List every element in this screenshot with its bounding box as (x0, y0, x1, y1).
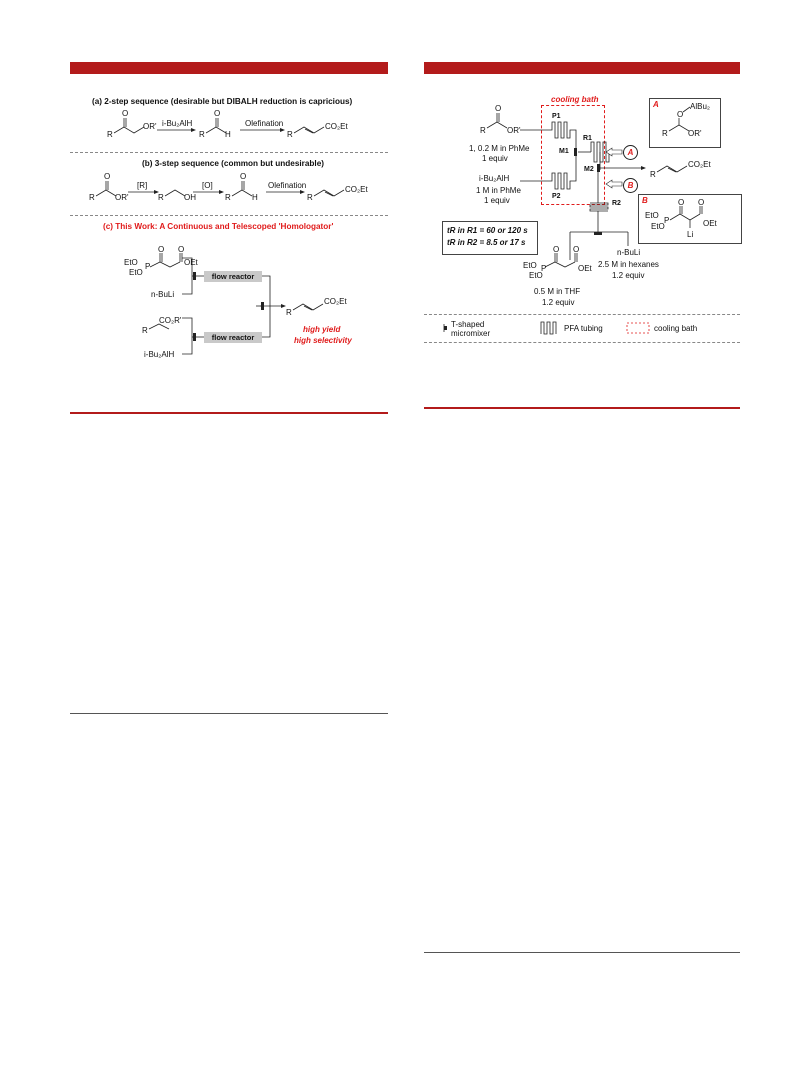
b-ester-o: O (104, 172, 111, 181)
phos-o2: O (573, 245, 580, 254)
box-b-eto1: EtO (645, 211, 659, 220)
b-ald-h: H (252, 193, 258, 202)
b-ester-or: OR' (115, 193, 129, 202)
b-reagent-r: [R] (137, 181, 148, 190)
feed-ester-conc: 1, 0.2 M in PhMe (469, 144, 530, 153)
circle-b: B (623, 178, 638, 193)
flow-reactor-2: flow reactor (204, 332, 262, 343)
box-a-label: A (653, 100, 659, 109)
c-oet: OEt (184, 258, 198, 267)
b-alc-oh: OH (184, 193, 196, 202)
a-olefination: Olefination (245, 119, 284, 128)
box-b-label: B (642, 196, 648, 205)
phos-o1: O (553, 245, 560, 254)
c-o1: O (158, 245, 165, 254)
a-prod-r: R (287, 130, 293, 139)
b-reagent-o: [O] (202, 181, 213, 190)
feed-dibal-name: i-Bu₂AlH (479, 174, 510, 183)
b-ald-o: O (240, 172, 247, 181)
buli-equiv: 1.2 equiv (612, 271, 645, 280)
feed-ester-equiv: 1 equiv (482, 154, 508, 163)
label-r2: R2 (612, 200, 621, 207)
box-b-oet: OEt (703, 219, 717, 228)
a-ester-or: OR' (143, 122, 157, 131)
b-ald-r: R (225, 193, 231, 202)
b-ester-r: R (89, 193, 95, 202)
a-ald-h: H (225, 130, 231, 139)
b-alc-r: R (158, 193, 164, 202)
box-b-eto2: EtO (651, 222, 665, 231)
c-prod-co2et: CO₂Et (324, 297, 347, 306)
c-eto2: EtO (129, 268, 143, 277)
flow-reactor-1: flow reactor (204, 271, 262, 282)
left-heading-a: (a) 2-step sequence (desirable but DIBALH reduction is capricious) (92, 97, 353, 106)
c-o2: O (178, 245, 185, 254)
right-prod-co2et: CO₂Et (688, 160, 711, 169)
label-r1: R1 (583, 135, 592, 142)
feed-dibal-conc: 1 M in PhMe (476, 186, 521, 195)
label-m2: M2 (584, 166, 594, 173)
feed-dibal-equiv: 1 equiv (484, 196, 510, 205)
circle-a: A (623, 145, 638, 160)
c-co2r: CO₂R' (159, 316, 182, 325)
a-ald-r: R (199, 130, 205, 139)
a-reagent: i-Bu₂AlH (162, 119, 193, 128)
c-ester-r: R (142, 326, 148, 335)
left-heading-c: (c) This Work: A Continuous and Telescoped 'Homologator' (103, 222, 334, 231)
box-b-o1: O (678, 198, 685, 207)
c-prod-r: R (286, 308, 292, 317)
legend-tubing: PFA tubing (564, 324, 603, 333)
left-heading-b: (b) 3-step sequence (common but undesirable) (142, 159, 324, 168)
phos-equiv: 1.2 equiv (542, 298, 575, 307)
a-ester-o: O (122, 109, 129, 118)
buli-conc: 2.5 M in hexanes (598, 260, 659, 269)
c-result-yield: high yield (303, 325, 341, 334)
cooling-bath-label: cooling bath (551, 95, 599, 104)
box-a-albu: AlBu₂ (690, 102, 711, 111)
phos-eto1: EtO (523, 261, 537, 270)
b-olefination: Olefination (268, 181, 307, 190)
c-p: P (145, 262, 151, 271)
box-b-p: P (664, 216, 670, 225)
a-prod-co2et: CO₂Et (325, 122, 348, 131)
label-p1: P1 (552, 113, 561, 120)
c-result-selectivity: high selectivity (294, 336, 352, 345)
box-b-li: Li (687, 230, 694, 239)
right-mid-rule (424, 407, 740, 409)
legend-mixer-line2: micromixer (451, 329, 491, 338)
box-a-or: OR' (688, 129, 702, 138)
box-b-o2: O (698, 198, 705, 207)
c-dibal: i-Bu₂AlH (144, 350, 175, 359)
b-prod-r: R (307, 193, 313, 202)
legend-mixer-line1: T-shaped (451, 320, 485, 329)
a-ald-o: O (214, 109, 221, 118)
right-prod-r: R (650, 170, 656, 179)
box-a-o: O (677, 110, 684, 119)
residence-time-r2: tR in R2 = 8.5 or 17 s (447, 238, 526, 247)
feed-ester-o: O (495, 104, 502, 113)
label-p2: P2 (552, 193, 561, 200)
residence-time-r1: tR in R1 = 60 or 120 s (447, 226, 528, 235)
phos-p: P (541, 264, 547, 273)
right-bottom-rule (424, 952, 740, 953)
feed-ester-or: OR' (507, 126, 521, 135)
legend-bottom-rule (424, 342, 740, 343)
legend-bath: cooling bath (654, 324, 698, 333)
phos-oet: OEt (578, 264, 592, 273)
label-m1: M1 (559, 148, 569, 155)
phos-eto2: EtO (529, 271, 543, 280)
box-a-r: R (662, 129, 668, 138)
c-nbuli: n-BuLi (151, 290, 175, 299)
a-ester-r: R (107, 130, 113, 139)
c-eto1: EtO (124, 258, 138, 267)
phos-conc: 0.5 M in THF (534, 287, 581, 296)
buli-name: n-BuLi (617, 248, 641, 257)
b-prod-co2et: CO₂Et (345, 185, 368, 194)
feed-ester-r: R (480, 126, 486, 135)
